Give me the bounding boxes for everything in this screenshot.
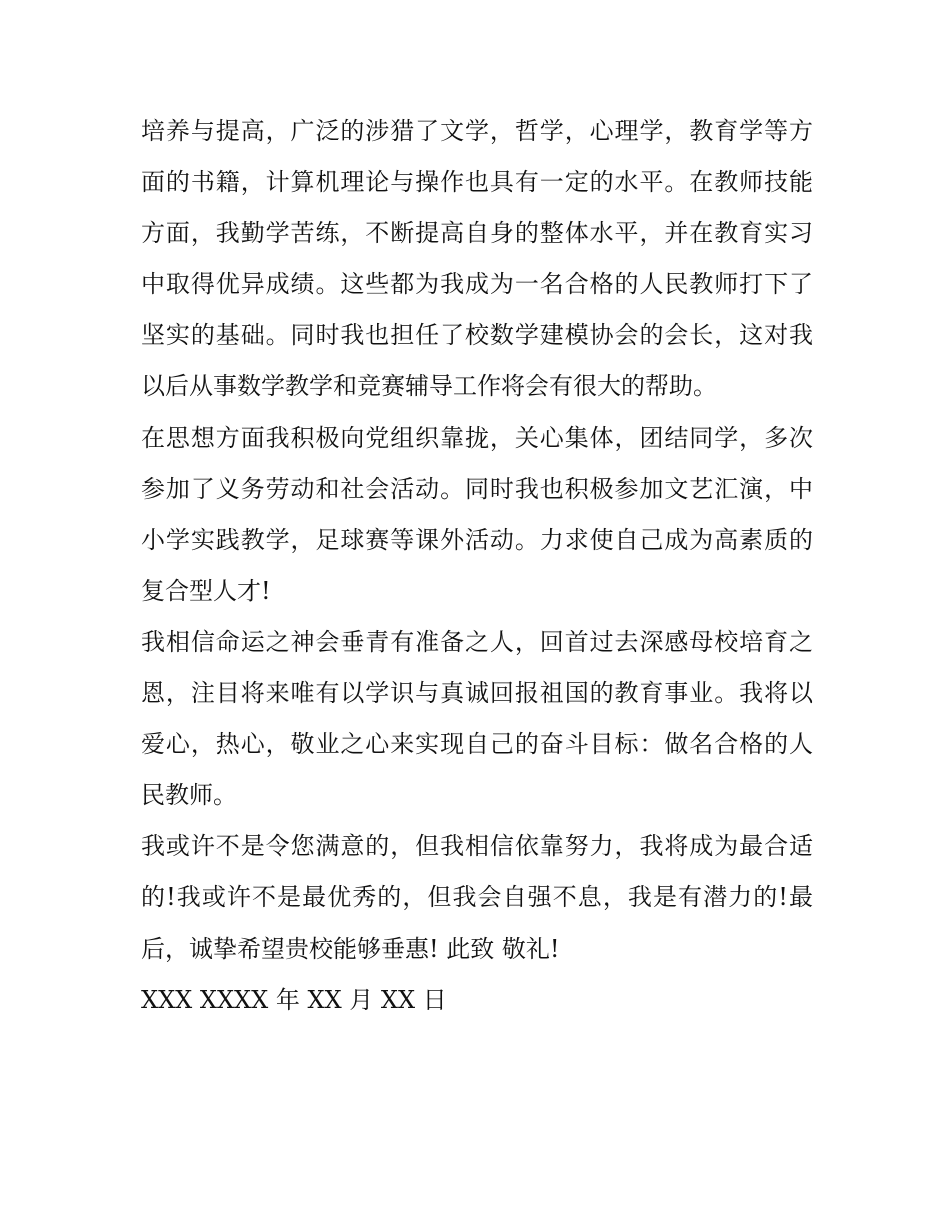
paragraph-aspiration: [141, 617, 813, 821]
text-line: 民教师。: [141, 781, 237, 810]
text-line: 面的书籍，计算机理论与操作也具有一定的水平。在教师技能: [141, 168, 813, 197]
text-line: 参加了义务劳动和社会活动。同时我也积极参加文艺汇演，中: [141, 474, 813, 503]
text-line: 的!我或许不是最优秀的，但我会自强不息，我是有潜力的!最: [141, 883, 813, 912]
letter-body: [141, 106, 813, 1026]
signature-date-line: XXX XXXX 年 XX 月 XX 日: [141, 985, 447, 1014]
text-line: 复合型人才!: [141, 576, 271, 605]
text-line: 我或许不是令您满意的，但我相信依靠努力，我将成为最合适: [141, 832, 813, 861]
paragraph-ideology: [141, 413, 813, 617]
paragraph-closing: [141, 821, 813, 974]
text-line: 坚实的基础。同时我也担任了校数学建模协会的会长，这对我: [141, 321, 813, 350]
text-line: 以后从事数学教学和竞赛辅导工作将会有很大的帮助。: [141, 372, 717, 401]
text-line: 在思想方面我积极向党组织靠拢，关心集体，团结同学，多次: [141, 423, 813, 452]
signature-date: [141, 975, 813, 1026]
text-line: 中取得优异成绩。这些都为我成为一名合格的人民教师打下了: [141, 270, 813, 299]
text-line: 方面，我勤学苦练，不断提高自身的整体水平，并在教育实习: [141, 219, 813, 248]
text-line: 培养与提高，广泛的涉猎了文学，哲学，心理学，教育学等方: [141, 117, 813, 145]
text-line: 爱心，热心，敬业之心来实现自己的奋斗目标：做名合格的人: [141, 730, 813, 759]
text-line: 小学实践教学，足球赛等课外活动。力求使自己成为高素质的: [141, 525, 813, 554]
paragraph-education: [141, 106, 813, 413]
text-line: 后，诚挚希望贵校能够垂惠! 此致 敬礼!: [141, 934, 560, 963]
text-line: 我相信命运之神会垂青有准备之人，回首过去深感母校培育之: [141, 627, 813, 656]
text-line: 恩，注目将来唯有以学识与真诚回报祖国的教育事业。我将以: [141, 679, 813, 708]
